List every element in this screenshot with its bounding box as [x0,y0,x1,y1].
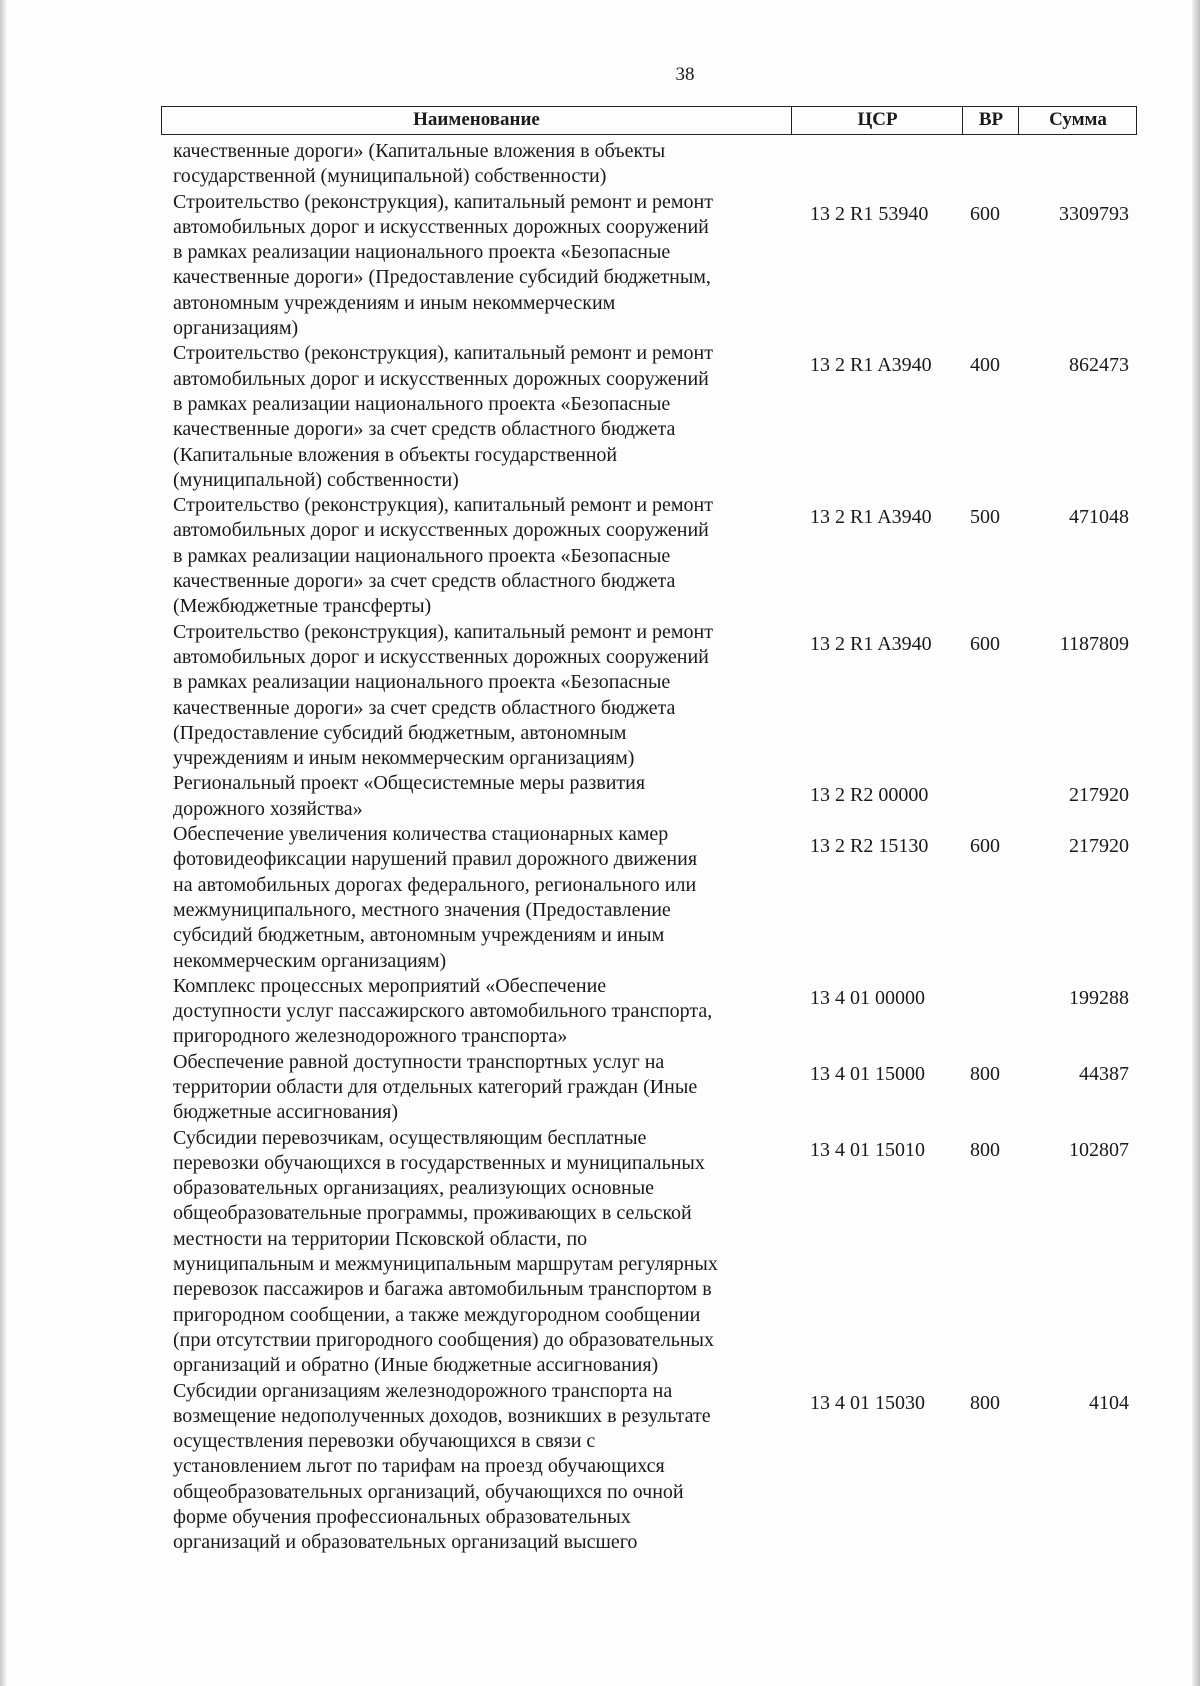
row-csr: 13 2 R1 A3940 [810,354,932,377]
header-vr: ВР [962,107,1019,134]
row-sum: 1187809 [1059,632,1129,655]
row-name: Строительство (реконструкция), капитальный ремонт и ремонт автомобильных дорог и искусственных дорожных сооружений в рамках реализации национального проекта «Безопасные качественные дороги» (Предоставление субсидий бюджетным, автономным учреждениям и иным некоммерческим организациям) [173,190,713,340]
row-sum: 102807 [1069,1138,1129,1161]
header-sum: Сумма [1018,107,1137,134]
row-name: Обеспечение равной доступности транспортных услуг на территории области для отдельных категорий граждан (Иные бюджетные ассигнования) [173,1050,698,1124]
table-row [173,1050,1133,1126]
row-vr: 600 [970,632,1000,655]
table-body [173,139,1133,1556]
row-csr: 13 2 R2 15130 [810,835,929,858]
row-csr: 13 4 01 15010 [810,1138,925,1161]
row-vr: 600 [970,835,1000,858]
table-row [173,1126,1133,1379]
row-vr: 400 [970,354,1000,377]
row-csr: 13 4 01 00000 [810,986,925,1009]
row-sum: 3309793 [1059,202,1129,225]
row-csr: 13 2 R1 A3940 [810,632,932,655]
row-sum: 862473 [1069,354,1129,377]
page-number: 38 [675,64,695,85]
row-name: Региональный проект «Общесистемные меры развития дорожного хозяйства» [173,772,646,820]
row-csr: 13 4 01 15000 [810,1062,925,1085]
row-sum: 217920 [1069,784,1129,807]
row-sum: 4104 [1089,1391,1129,1414]
row-name: Обеспечение увеличения количества стационарных камер фотовидеофиксации нарушений правил дорожного движения на автомобильных дорогах федерального, регионального или межмуниципального, местного значения (Предоставление субсидий бюджетным, автономным учреждениям и иным некоммерческим организациям) [173,823,698,972]
table-row [173,139,1133,190]
header-csr: ЦСР [791,107,963,134]
scan-edge-right [1192,0,1200,1686]
row-vr: 600 [970,202,1000,225]
row-name: Строительство (реконструкция), капитальный ремонт и ремонт автомобильных дорог и искусственных дорожных сооружений в рамках реализации национального проекта «Безопасные качественные дороги» за счет средств областного бюджета (Межбюджетные трансферты) [173,494,713,618]
table-row [173,822,1133,974]
row-name: Строительство (реконструкция), капитальный ремонт и ремонт автомобильных дорог и искусственных дорожных сооружений в рамках реализации национального проекта «Безопасные качественные дороги» за счет средств областного бюджета (Предоставление субсидий бюджетным, автономным учреждениям и иным некоммерческим организациям) [173,620,713,770]
row-name: Субсидии организациям железнодорожного транспорта на возмещение недополученных доходов, возникших в результате осуществления перевозки обучающихся в связи с установлением льгот по тарифам на проезд обучающихся общеобразовательных организаций, обучающихся по очной форме обучения профессиональных образовательных организаций и образовательных организаций высшего [173,1379,711,1554]
row-csr: 13 2 R1 53940 [810,202,929,225]
row-name: Комплекс процессных мероприятий «Обеспечение доступности услуг пассажирского автомобильного транспорта, пригородного железнодорожного транспорта» [173,974,713,1048]
row-csr: 13 2 R2 00000 [810,784,929,807]
table-row [173,190,1133,342]
table-header [161,106,1137,135]
row-csr: 13 4 01 15030 [810,1391,925,1414]
table-row [173,341,1133,493]
row-vr: 800 [970,1062,1000,1085]
row-sum: 217920 [1069,835,1129,858]
row-name: Субсидии перевозчикам, осуществляющим бесплатные перевозки обучающихся в государственных и муниципальных образовательных организациях, реализующих основные общеобразовательные программы, проживающих в сельской местности на территории Псковской области, по муниципальным и межмуниципальным маршрутам регулярных перевозок пассажиров и багажа автомобильным транспортом в пригородном сообщении, а также междугородном сообщении (при отсутствии пригородного сообщения) до образовательных организаций и обратно (Иные бюджетные ассигнования) [173,1126,718,1377]
row-sum: 44387 [1079,1062,1129,1085]
table-row [173,493,1133,619]
row-vr: 800 [970,1391,1000,1414]
table-row [173,974,1133,1050]
scan-edge-left [0,0,6,1686]
table-row [173,771,1133,822]
row-name: качественные дороги» (Капитальные вложения в объекты государственной (муниципальной) собственности) [173,140,666,188]
row-csr: 13 2 R1 A3940 [810,506,932,529]
row-name: Строительство (реконструкция), капитальный ремонт и ремонт автомобильных дорог и искусственных дорожных сооружений в рамках реализации национального проекта «Безопасные качественные дороги» за счет средств областного бюджета (Капитальные вложения в объекты государственной (муниципальной) собственности) [173,342,713,491]
row-sum: 199288 [1069,986,1129,1009]
row-vr: 800 [970,1138,1000,1161]
row-sum: 471048 [1069,506,1129,529]
header-name: Наименование [413,109,540,130]
table-row [173,1379,1133,1556]
table-row [173,620,1133,772]
row-vr: 500 [970,506,1000,529]
